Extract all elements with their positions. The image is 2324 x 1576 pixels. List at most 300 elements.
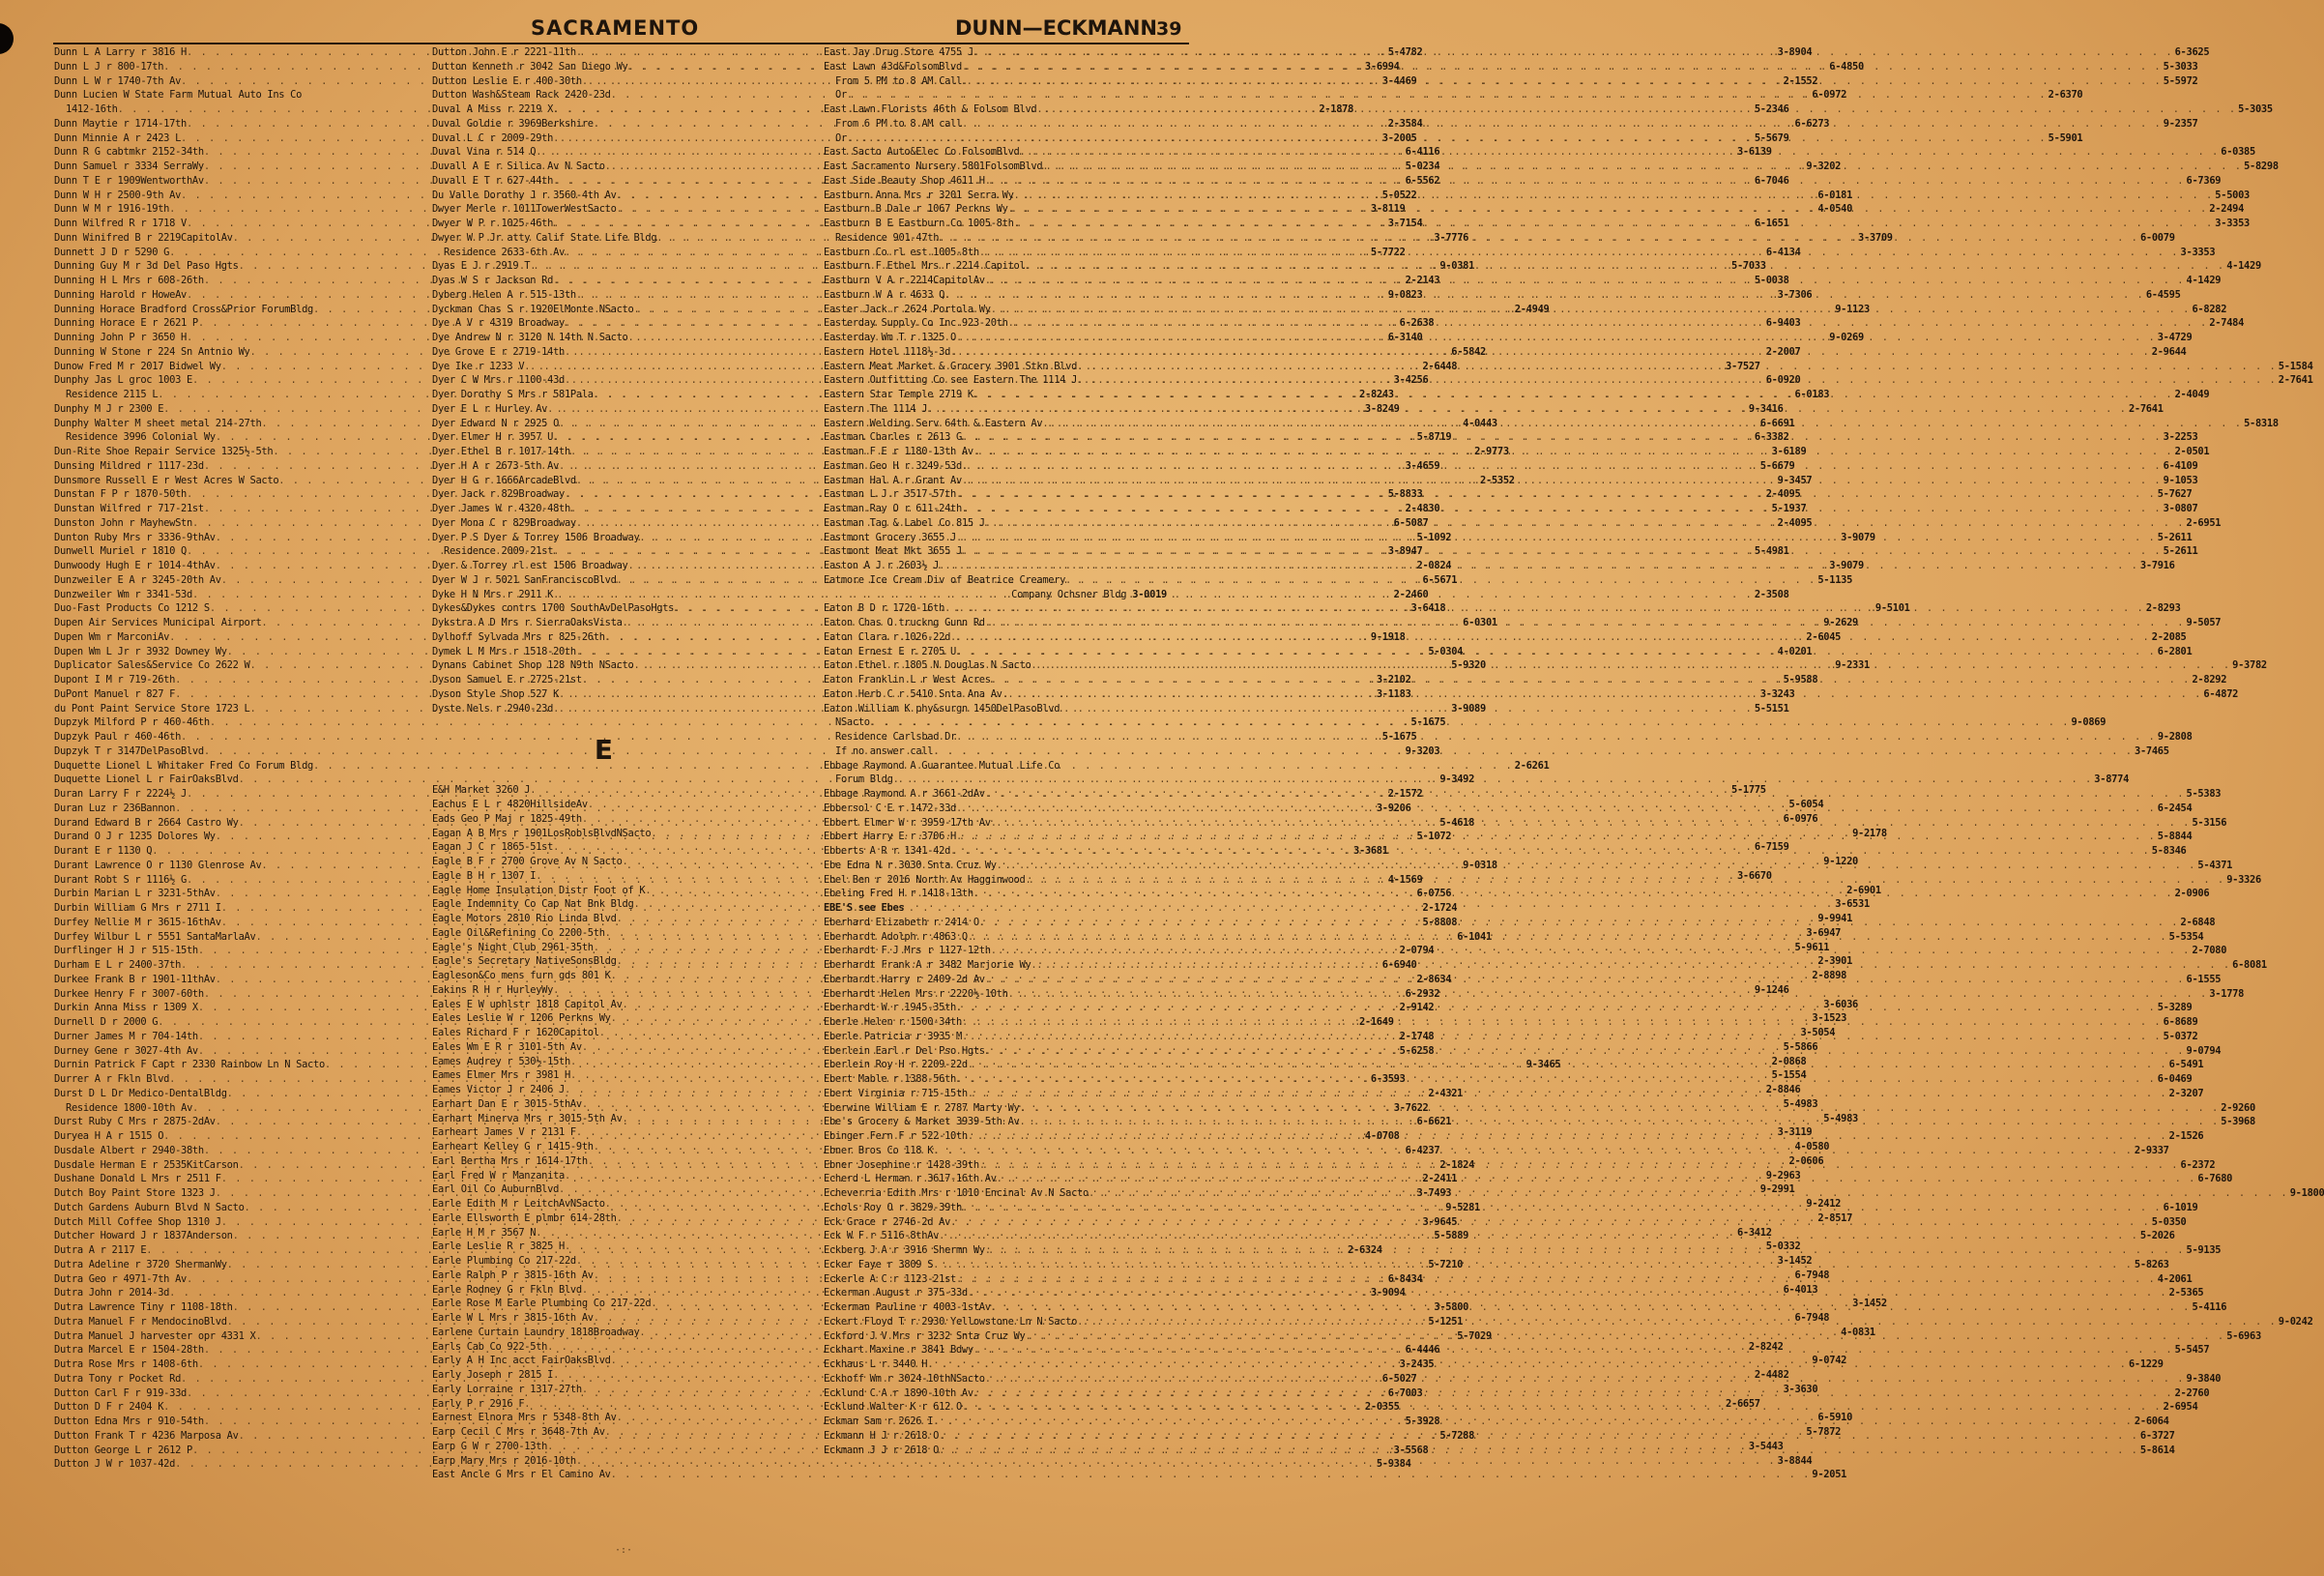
listing-phone: 5-0234 <box>1405 161 1440 172</box>
listing-phone: 2-0906 <box>2174 888 2210 900</box>
listing-phone: 2-9773 <box>1474 446 1509 457</box>
listing-name: Dunstan F P r 1870-50th <box>54 488 187 501</box>
listing-phone: 2-8292 <box>2192 674 2227 686</box>
listing-name: Earl Oil Co AuburnBlvd <box>432 1183 560 1196</box>
listing-name: Or <box>835 89 847 102</box>
leader-dots <box>962 430 2162 445</box>
listing-phone: 2-1824 <box>1439 1158 1475 1171</box>
listing-phone: 2-8517 <box>1817 1211 1853 1224</box>
listing-name: Eckert Floyd T r 2930 Yellowstone Ln N Sacto <box>824 1315 1078 1328</box>
listing-phone: 9-0242 <box>2278 1315 2313 1328</box>
listing-phone: 4-0708 <box>1364 1130 1400 1142</box>
leader-dots <box>1077 360 2277 374</box>
listing-name: Durant Robt S r 1116½ G <box>54 873 187 886</box>
listing-name: Or <box>835 131 847 144</box>
listing-name: Dutch Mill Coffee Shop 1310 J <box>54 1215 221 1228</box>
header-rule <box>53 43 1189 44</box>
leader-dots <box>962 1015 2162 1030</box>
listing-name: Eales Wm E R r 3101-5th Av <box>432 1040 582 1053</box>
listing-name: Dunning Horace E r 2621 P <box>54 317 198 330</box>
listing-name: Eagan J C r 1865-51st <box>432 841 554 854</box>
listing-phone: 9-5101 <box>1874 602 1910 615</box>
listing-name: Residence Carlsbad Dr <box>835 731 957 743</box>
listing-name: Durst D L Dr Medico-DentalBldg <box>54 1087 227 1099</box>
listing-phone: 5-3156 <box>2192 816 2227 829</box>
listing-name: Eberhardt Frank A r 3482 Marjorie Wy <box>824 959 1031 971</box>
listing-phone: 5-1675 <box>1410 716 1446 729</box>
listing-name: Eagle B H r 1307 I <box>432 869 537 882</box>
listing-phone: 3-7776 <box>1434 231 1469 244</box>
listing-phone: 5-9611 <box>1794 941 1830 953</box>
listing-phone: 3-6139 <box>1736 146 1772 159</box>
listing-name: Eberhardt Helen Mrs r 2220½-10th <box>824 987 1008 1000</box>
listing-phone: 2-3207 <box>2168 1087 2204 1099</box>
listing-name: Earheart Kelley G r 1415-9th <box>432 1141 594 1153</box>
listing-phone: 6-5562 <box>1405 174 1440 187</box>
listing-name: Eatmore Ice Cream Div of Beatrice Creamery <box>824 573 1066 586</box>
leader-dots <box>985 1243 2185 1258</box>
listing-name: East Sacto Auto&Elec Co FolsomBlvd <box>824 146 1020 159</box>
leader-dots <box>956 830 2156 844</box>
listing-phone: 6-4446 <box>1405 1344 1440 1357</box>
listing-name: Dunn Maytie r 1714-17th <box>54 117 187 130</box>
listing-phone: 3-7493 <box>1416 1187 1452 1199</box>
listing-phone: 5-1584 <box>2278 360 2313 372</box>
leader-dots <box>956 1272 2156 1287</box>
leader-dots <box>997 859 2196 873</box>
leader-dots <box>950 844 2150 859</box>
listing-name: Dutton Frank T r 4236 Marposa Av <box>54 1429 239 1442</box>
listing-phone: 3-7916 <box>2139 560 2175 571</box>
listing-name: Dutra A r 2117 E <box>54 1244 147 1256</box>
leader-dots <box>973 388 2173 402</box>
listing-phone: 2-6657 <box>1726 1397 1760 1410</box>
listing-name: Eastburn Co rl est 1005-8th <box>824 246 979 258</box>
listing-phone: 5-4371 <box>2197 859 2233 871</box>
footer-mark: ·:· <box>615 1545 633 1556</box>
listing-phone: 6-4109 <box>2163 459 2198 472</box>
listing-name: Dunning H L Mrs r 608-26th <box>54 275 204 286</box>
leader-dots <box>956 531 2156 545</box>
listing-phone: 2-5352 <box>1480 474 1515 486</box>
listing-name: Durst Ruby C Mrs r 2875-2dAv <box>54 1116 216 1128</box>
listing-phone: 6-6691 <box>1759 417 1795 429</box>
listing-name: Earle Edith M r LeitchAvNSacto <box>432 1198 605 1210</box>
listing-phone: 2-2007 <box>1765 345 1801 358</box>
listing-phone: 5-8844 <box>2157 831 2193 843</box>
listing-phone: 2-1649 <box>1358 1016 1394 1028</box>
listing-name: Dunn L A Larry r 3816 H <box>54 46 187 58</box>
leader-dots <box>962 60 2162 74</box>
listing-phone: 3-1183 <box>1376 687 1411 700</box>
leader-dots <box>1020 1115 2220 1129</box>
listing-phone: 3-2005 <box>1381 131 1417 144</box>
listing-name: Dunn T E r 1909WentworthAv <box>54 174 204 187</box>
leader-dots <box>1042 160 2242 174</box>
listing-phone: 2-0606 <box>1788 1154 1824 1167</box>
listing-name: Eastburn B Dale r 1067 Perkns Wy <box>824 203 1008 216</box>
listing-name: Dunn R G cabtmkr 2152-34th <box>54 146 204 159</box>
listing-name: Durfey Wilbur L r 5551 SantaMarlaAv <box>54 930 256 943</box>
listing-name: Dunn Minnie A r 2423 L <box>54 131 182 144</box>
listing-name: Duo-Fast Products Co 1212 S <box>54 602 210 615</box>
listing-name: Dunn W M r 1916-19th <box>54 203 170 216</box>
listing-phone: 6-3140 <box>1387 332 1423 343</box>
listing-name: Dutra Rose Mrs r 1408-6th <box>54 1358 198 1370</box>
listing-name: Earle Ralph P r 3815-16th Av <box>432 1269 594 1281</box>
listing-phone: 5-0332 <box>1765 1240 1801 1253</box>
listing-name: Residence 3996 Colonial Wy <box>66 431 216 444</box>
listing-phone: 3-3353 <box>2180 246 2216 258</box>
listing-name: Dye Ike r 1233 V <box>432 360 525 372</box>
leader-dots <box>933 1258 2133 1272</box>
listing-phone: 9-5281 <box>1445 1201 1481 1213</box>
leader-dots <box>997 1172 2196 1186</box>
listing-name: Durflinger H J r 515-15th <box>54 945 198 957</box>
listing-phone: 3-4256 <box>1393 374 1429 387</box>
listing-name: Dyer & Torrey rl est 1506 Broadway <box>432 560 628 571</box>
listing-phone: 6-3593 <box>1370 1073 1406 1085</box>
listing-name: Dusdale Herman E r 2535KitCarson <box>54 1158 239 1171</box>
leader-dots <box>973 887 2173 901</box>
listing-name: Dunwoody Hugh E r 1014-4thAv <box>54 560 216 571</box>
listing-phone: 5-8719 <box>1416 431 1452 444</box>
listing-name: Dutra Marcel E r 1504-28th <box>54 1344 204 1357</box>
listing-phone: 5-5003 <box>2215 189 2251 201</box>
listing-phone: 2-9644 <box>2151 345 2187 358</box>
listing-phone: 3-8947 <box>1387 545 1423 558</box>
leader-dots <box>1025 873 2224 888</box>
listing-phone: 2-2460 <box>1393 588 1429 600</box>
listing-name: Early Joseph r 2815 I <box>432 1369 554 1381</box>
leader-dots <box>956 487 2156 502</box>
listing-phone: 6-0183 <box>1794 389 1830 400</box>
listing-phone: 2-5365 <box>2168 1287 2204 1299</box>
leader-dots <box>962 74 2162 89</box>
listing-phone: 2-4482 <box>1754 1369 1789 1381</box>
listing-name: Earle Rodney G r Fkln Blvd <box>432 1283 582 1296</box>
listing-phone: 5-5889 <box>1434 1230 1469 1242</box>
listing-phone: 5-1775 <box>1730 784 1766 797</box>
listing-phone: 6-0976 <box>1783 812 1818 825</box>
listing-name: Ebbert Harry E r 3706 H <box>824 831 956 843</box>
listing-phone: 5-6679 <box>1759 459 1795 472</box>
leader-dots <box>962 1400 2162 1415</box>
listing-name: Eastburn B E Eastburn Co 1005-8th <box>824 218 1014 229</box>
listing-name: Duvall E T r 627-44th <box>432 174 554 187</box>
listing-phone: 2-8846 <box>1765 1084 1801 1095</box>
listing-name: Dunston John r MayhewStn <box>54 516 192 529</box>
listing-phone: 5-9588 <box>1783 674 1818 686</box>
listing-phone: 2-3508 <box>1754 588 1789 600</box>
listing-phone: 4-0201 <box>1777 645 1813 657</box>
listing-name: Eastern Outfitting Co see Eastern The 1114 J <box>824 374 1078 387</box>
leader-dots <box>962 1030 2162 1044</box>
listing-phone: 3-7465 <box>2134 744 2169 757</box>
listing-name: Eckford J V Mrs r 3232 Snta Cruz Wy <box>824 1329 1026 1342</box>
listing-phone: 4-1569 <box>1387 873 1423 886</box>
listing-name: Eastern The 1114 J <box>824 402 928 415</box>
listing-name: Eastmont Meat Mkt 3655 J <box>824 545 962 558</box>
section-letter-heading: E <box>594 733 614 766</box>
listing-name: Dye A V r 4319 Broadway <box>432 317 565 330</box>
listing-phone: 3-2435 <box>1399 1358 1435 1370</box>
listing-phone: 2-2085 <box>2151 630 2187 643</box>
listing-name: Duval L C r 2009-29th <box>432 131 554 144</box>
listing-phone: 3-3119 <box>1777 1126 1813 1139</box>
listing-phone: 5-9135 <box>2186 1244 2222 1256</box>
listing-phone: 2-1748 <box>1399 1030 1435 1042</box>
leader-dots <box>944 601 2144 616</box>
listing-name: Ebert Mable r 1388-56th <box>824 1073 956 1085</box>
listing-name: Earle Rose M Earle Plumbing Co 217-22d <box>432 1298 652 1310</box>
leader-dots <box>933 1415 2133 1429</box>
listing-name: Dunow Fred M r 2017 Bidwel Wy <box>54 360 221 372</box>
listing-name: Eales E W uphlstr 1818 Capitol Av <box>432 998 623 1010</box>
listing-phone: 6-4595 <box>2145 288 2181 301</box>
listing-name: Company Ochsner Bldg <box>1011 588 1127 600</box>
listing-phone: 2-1724 <box>1422 902 1458 914</box>
listing-name: Eagle Motors 2810 Rio Linda Blvd <box>432 913 617 924</box>
listing-name: Earle Plumbing Co 217-22d <box>432 1255 576 1267</box>
leader-dots <box>991 673 2191 687</box>
leader-dots <box>1014 217 2214 231</box>
listing-phone: 3-6531 <box>1835 898 1870 911</box>
listing-phone: 5-8833 <box>1387 488 1423 501</box>
listing-name: Durkee Frank B r 1901-11thAv <box>54 973 216 985</box>
listing-phone: 2-3901 <box>1817 955 1853 968</box>
leader-dots <box>1089 1186 2288 1201</box>
listing-name: Eastburn F Ethel Mrs r 2214 Capitol <box>824 260 1026 273</box>
leader-dots <box>956 331 2156 345</box>
listing-name: Dutra Manuel J harvester opr 4331 X <box>54 1329 256 1342</box>
listing-phone: 9-3782 <box>2232 659 2267 672</box>
listing-phone: 5-4116 <box>2192 1301 2227 1313</box>
listing-phone: 3-2102 <box>1376 674 1411 686</box>
listing-name: Dymek L M Mrs r 1518-20th <box>432 645 576 657</box>
listing-phone: 5-4618 <box>1439 816 1475 829</box>
listing-phone: 3-9079 <box>1829 560 1864 571</box>
listing-name: Eagle's Night Club 2961-35th <box>432 941 594 953</box>
leader-dots <box>1077 373 2277 388</box>
leader-dots <box>956 802 2156 816</box>
listing-phone: 5-1135 <box>1817 573 1853 586</box>
listing-phone: 5-7033 <box>1730 260 1766 273</box>
listing-phone: 9-3492 <box>1439 773 1475 786</box>
listing-phone: 6-7046 <box>1754 174 1789 187</box>
listing-phone: 3-6036 <box>1823 998 1859 1010</box>
listing-name: Dyson Style Shop 527 K <box>432 687 560 700</box>
listing-name: Durham E L r 2400-37th <box>54 959 182 971</box>
listing-name: Eastman Tag & Label Co 815 J <box>824 516 985 529</box>
listing-phone: 9-0381 <box>1439 260 1475 273</box>
leader-dots <box>1042 417 2242 431</box>
leader-dots <box>1025 259 2224 274</box>
listing-name: Earp Cecil C Mrs r 3648-7th Av <box>432 1426 605 1438</box>
listing-name: Eastern Welding Serv 64th & Eastern Av <box>824 417 1043 429</box>
listing-line <box>54 88 397 102</box>
listing-phone: 2-8242 <box>1748 1340 1784 1353</box>
listing-line <box>824 759 1167 773</box>
listing-name: Dyer Jack r 829Broadway <box>432 488 565 501</box>
listing-phone: 9-0269 <box>1829 332 1864 343</box>
listing-name: Eales Richard F r 1620Capitol <box>432 1027 599 1038</box>
leader-dots <box>1025 1329 2224 1344</box>
listing-phone: 5-1937 <box>1771 503 1807 514</box>
listing-name: Eastman Charles r 2613 G <box>824 431 962 444</box>
listing-name: Dunning John P r 3650 H <box>54 332 187 343</box>
listing-phone: 5-0522 <box>1381 189 1417 201</box>
listing-phone: 6-4872 <box>2203 687 2239 700</box>
listing-phone: 6-2638 <box>1399 317 1435 330</box>
listing-name: Dyer E L r Hurley Av <box>432 402 548 415</box>
listing-name: Dunning Horace Bradford Cross&Prior ForumBldg <box>54 303 314 315</box>
listing-phone: 9-2051 <box>1812 1469 1847 1481</box>
listing-name: East Lawn Florists 46th & Folsom Blvd <box>824 103 1037 115</box>
listing-phone: 2-9260 <box>2221 1101 2255 1114</box>
listing-phone: 2-7080 <box>2192 945 2227 957</box>
listing-name: Dunn Wilfred R r 1718 V <box>54 218 187 229</box>
listing-phone: 6-7003 <box>1387 1386 1423 1399</box>
listing-phone: 6-0301 <box>1463 617 1497 628</box>
listing-phone: 2-6848 <box>2180 916 2216 928</box>
listing-name: Dyer H A r 2673-5th Av <box>432 459 560 472</box>
listing-phone: 2-4830 <box>1405 503 1440 514</box>
listing-name: Dutra John r 2014-3d <box>54 1287 170 1299</box>
page-number: 39 <box>1156 18 1182 40</box>
listing-name: Dunphy M J r 2300 E <box>54 402 164 415</box>
listing-name: Eachus E L r 4820HillsideAv <box>432 799 588 810</box>
leader-dots <box>962 502 2162 516</box>
listing-phone: 5-3033 <box>2163 60 2198 73</box>
listing-name: Dye Grove E r 2719-14th <box>432 345 565 358</box>
listing-phone: 3-9094 <box>1370 1287 1406 1299</box>
listing-name: Dyson Samuel E r 2725-21st <box>432 674 582 686</box>
listing-phone: 3-7306 <box>1777 288 1813 301</box>
listing-name: Eagle Indemnity Co Cap Nat Bnk Bldg <box>432 898 634 911</box>
listing-phone: 3-1778 <box>2209 987 2245 1000</box>
listing-phone: 6-2932 <box>1405 987 1440 1000</box>
listing-name: Duryea H A r 1515 O <box>54 1130 164 1142</box>
listing-name: Dunstan Wilfred r 717-21st <box>54 503 204 514</box>
listing-phone: 2-8243 <box>1359 389 1394 400</box>
leader-dots <box>1077 1315 2277 1329</box>
listing-phone: 2-3584 <box>1387 117 1423 130</box>
listing-name: Eckhoff Wm r 3024-10thNSacto <box>824 1372 985 1385</box>
listing-name: Duquette Lionel L Whitaker Fred Co Forum Bldg <box>54 759 314 772</box>
leader-dots <box>939 1429 2138 1444</box>
listing-name: Eaton Ernest E r 2705 U <box>824 645 956 657</box>
listing-phone: 3-8844 <box>1777 1454 1813 1467</box>
listing-phone: 5-1092 <box>1416 531 1452 543</box>
listing-name: Eagle Home Insulation Distr Foot of K <box>432 884 646 896</box>
listing-name: From 5 PM to 8 AM Call <box>835 74 963 87</box>
listing-phone: 2-1552 <box>1783 74 1818 87</box>
leader-dots <box>979 1158 2179 1173</box>
leader-dots <box>985 174 2185 189</box>
leader-dots <box>1031 958 2230 973</box>
listing-name: Dutch Gardens Auburn Blvd N Sacto <box>54 1201 245 1213</box>
listing-phone: 2-4095 <box>1777 516 1813 529</box>
listing-name: Eastern Meat Market & Grocery 3901 Stkn Blvd <box>824 360 1078 372</box>
listing-phone: 9-1800 <box>2289 1187 2324 1199</box>
listing-phone: 5-5457 <box>2174 1344 2210 1357</box>
listing-phone: 6-0756 <box>1416 888 1452 900</box>
leader-dots <box>962 474 2162 488</box>
listing-phone: 2-9142 <box>1399 1002 1435 1014</box>
listing-phone: 6-1555 <box>2186 973 2222 985</box>
listing-name: Eastman Ray O r 611-24th <box>824 503 962 514</box>
listing-phone: 6-7948 <box>1794 1269 1830 1281</box>
listing-phone: 5-2026 <box>2139 1230 2175 1242</box>
listing-name: Eames Audrey r 530½-15th <box>432 1055 570 1067</box>
listing-name: Durant Lawrence O r 1130 Glenrose Av <box>54 859 262 871</box>
leader-dots <box>956 1072 2156 1087</box>
listing-name: Dunning Harold r HoweAv <box>54 288 187 301</box>
listing-name: Earp Mary Mrs r 2016-10th <box>432 1454 576 1467</box>
listing-phone: 5-5972 <box>2163 74 2198 87</box>
listing-phone: 5-7288 <box>1439 1429 1475 1442</box>
listing-name: Easton A J r 2603½ J <box>824 560 940 571</box>
listing-phone: 5-6258 <box>1399 1044 1435 1057</box>
listing-phone: 6-8434 <box>1387 1272 1423 1285</box>
listing-phone: 9-3326 <box>2226 873 2261 886</box>
listing-name: Eberle Patricia r 3935 M <box>824 1030 962 1042</box>
listing-name: Dutra Adeline r 3720 ShermanWy <box>54 1258 227 1270</box>
leader-dots <box>991 303 2191 317</box>
listing-phone: 6-7369 <box>2186 174 2222 187</box>
leader-dots <box>991 944 2191 958</box>
listing-name: Ebel Ben r 2016 North Av Hagginwood <box>824 873 1026 886</box>
listing-name: Eberwine William E r 2787 Marty Wy <box>824 1101 1020 1114</box>
listing-phone: 5-7627 <box>2157 488 2193 501</box>
listing-phone: 2-4321 <box>1428 1087 1464 1099</box>
listing-name: Dye Andrew N r 3120 N 14th N Sacto <box>432 332 628 343</box>
listing-name: Durkin Anna Miss r 1309 X <box>54 1002 198 1014</box>
listing-phone: 9-1246 <box>1754 983 1789 996</box>
listing-name: Dwyer W P Jr atty Calif State Life Bldg <box>432 231 657 244</box>
listing-name: Earnest Elnora Mrs r 5348-8th Av <box>432 1412 617 1424</box>
leader-dots <box>973 445 2173 459</box>
listing-phone: 3-2253 <box>2163 431 2198 444</box>
leader-dots <box>956 730 2156 744</box>
listing-phone: 9-0318 <box>1463 859 1497 871</box>
listing-phone: 6-0469 <box>2157 1073 2193 1085</box>
listing-phone: 2-2494 <box>2209 203 2245 216</box>
listing-name: Residence 2633-6th Av <box>444 246 566 258</box>
listing-name: Eck W F r 5116-8thAv <box>824 1230 940 1242</box>
listing-name: Ebbage Raymond A r 3661-2dAv <box>824 788 985 800</box>
listing-name: Dunphy Jas L groc 1003 E <box>54 374 192 387</box>
listing-name: Duval A Miss r 2219 X <box>432 103 554 115</box>
listing-name: Eads Geo P Maj r 1825-49th <box>432 812 582 825</box>
listing-name: Duval Goldie r 3969Berkshire <box>432 117 594 130</box>
leader-dots <box>956 645 2156 659</box>
listing-name: Earl Fred W r Manzanita <box>432 1169 565 1182</box>
listing-name: Dunn Lucien W State Farm Mutual Auto Ins Co <box>54 89 303 102</box>
listing-name: Eckhaus L r 3440 H <box>824 1358 928 1370</box>
listing-phone: 2-4095 <box>1765 488 1801 501</box>
listing-phone: 5-2611 <box>2157 531 2193 543</box>
listing-phone: 6-4116 <box>1405 146 1440 159</box>
listing-phone: 6-4850 <box>1829 60 1864 73</box>
listing-phone: 9-2178 <box>1852 827 1887 839</box>
listing-phone: 6-1041 <box>1457 930 1492 943</box>
listing-name: Dunnett J D r 5290 G <box>54 246 170 258</box>
listing-phone: 9-2331 <box>1835 659 1870 672</box>
listing-phone: 3-5054 <box>1800 1027 1836 1038</box>
listing-name: Eberhardt Harry r 2409-2d Av <box>824 973 985 985</box>
